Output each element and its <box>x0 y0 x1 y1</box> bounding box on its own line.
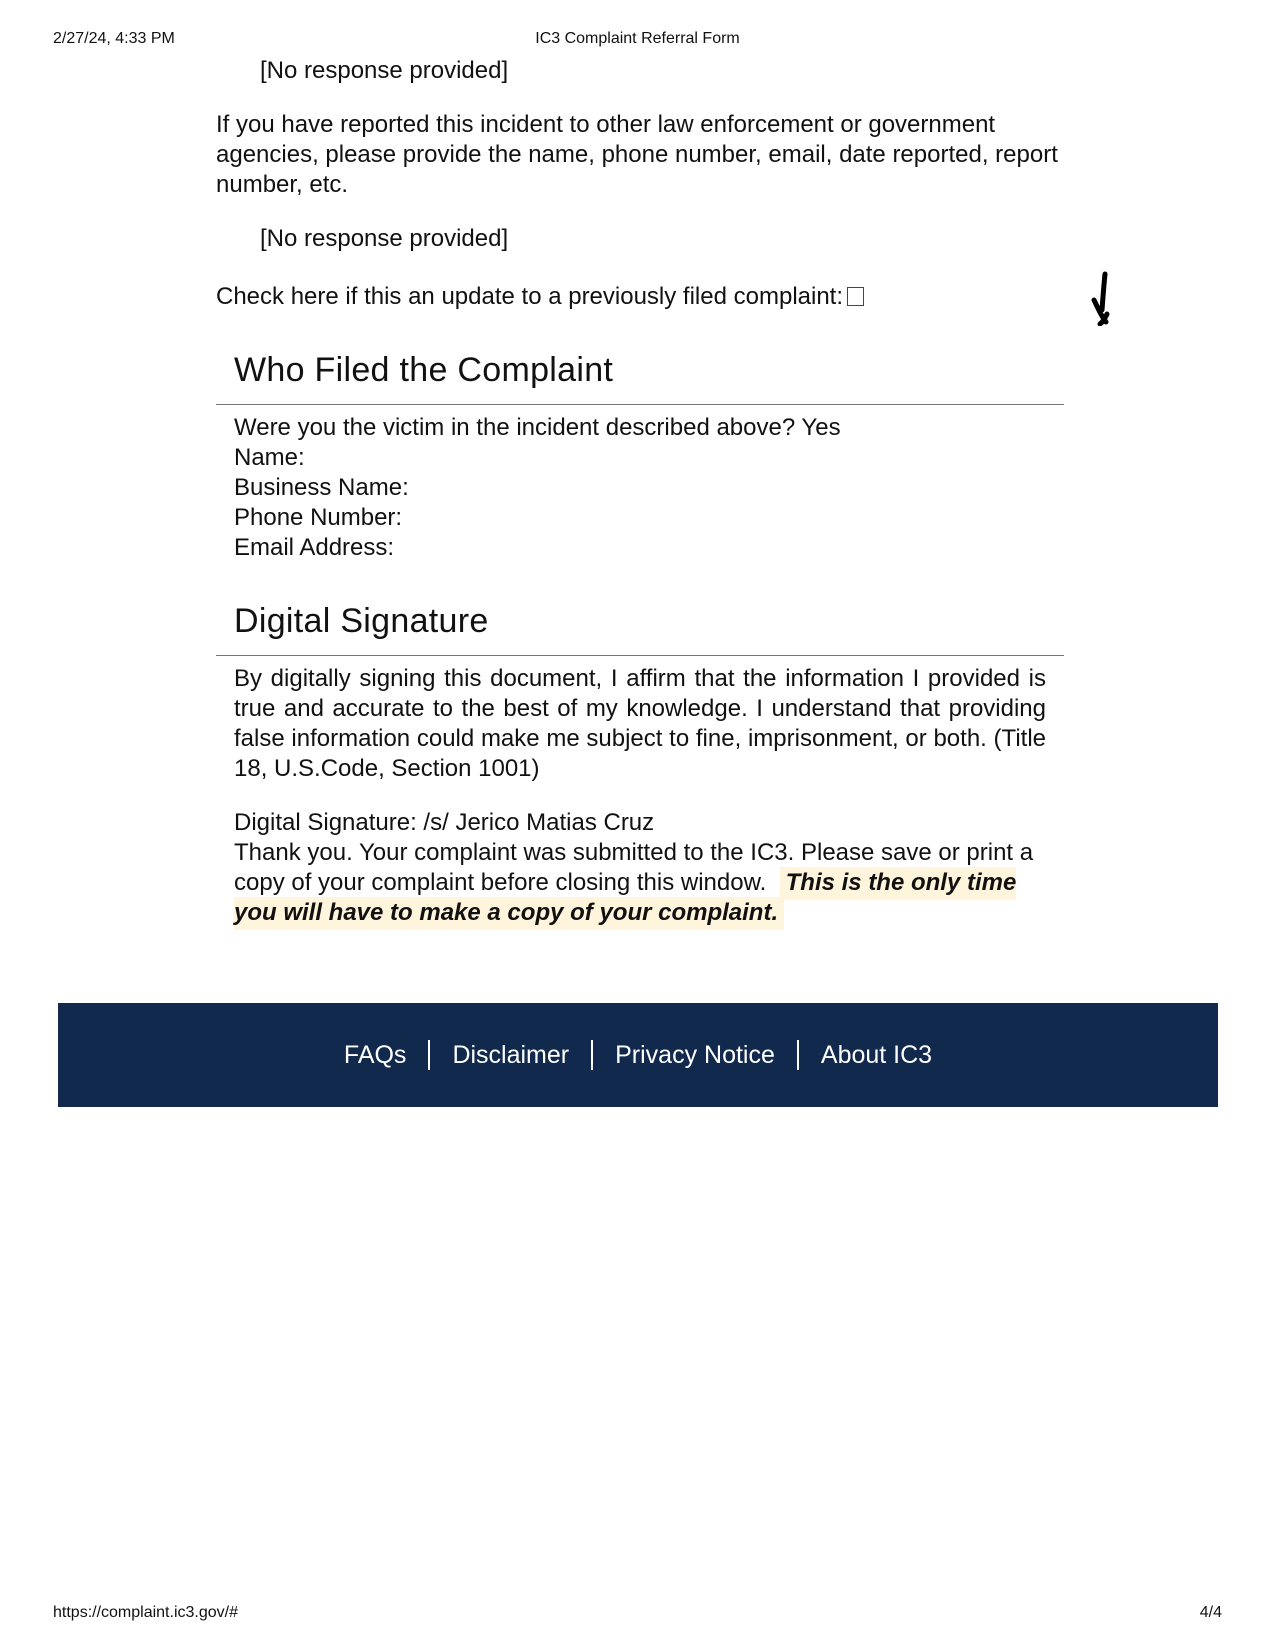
print-date: 2/27/24, 4:33 PM <box>53 30 175 47</box>
section-divider <box>216 404 1064 405</box>
print-title: IC3 Complaint Referral Form <box>535 30 740 47</box>
other-agencies-question: If you have reported this incident to other law enforcement or government agencies, please provide the name, phone number, email, date reported, report number, etc. <box>216 111 1058 198</box>
page-number: 4/4 <box>1199 1604 1222 1621</box>
victim-answer: Were you the victim in the incident described above? Yes <box>234 414 841 441</box>
print-header <box>53 30 1222 50</box>
site-footer <box>58 1003 1218 1107</box>
phone-number-field: Phone Number: <box>234 504 403 531</box>
update-label: Check here if this an update to a previously filed complaint: <box>216 283 844 310</box>
email-address-field: Email Address: <box>234 534 395 561</box>
affirmation-text: By digitally signing this document, I affirm that the information I provided is true and accurate to the best of my knowledge. I understand that providing false information could make me subject to fine, imprisonment, or both. (Title 18, U.S.Code, Section 1001) <box>234 665 1046 782</box>
submission-notice <box>234 838 1046 928</box>
handwritten-check-icon <box>1084 270 1124 326</box>
who-filed-title: Who Filed the Complaint <box>234 351 614 389</box>
name-field: Name: <box>234 444 305 471</box>
about-ic3-link[interactable]: About IC3 <box>820 1040 933 1069</box>
signature-line: Digital Signature: /s/ Jerico Matias Cruz <box>234 809 655 836</box>
prior-answer-2: [No response provided] <box>260 225 509 252</box>
digital-signature-title: Digital Signature <box>234 602 489 640</box>
thank-you-text: Thank you. Your complaint was submitted to the IC3. Please save or print a copy of your complaint before closing this window. <box>234 839 1034 896</box>
privacy-notice-link[interactable]: Privacy Notice <box>615 1040 775 1069</box>
update-row <box>216 282 1064 312</box>
disclaimer-link[interactable]: Disclaimer <box>452 1040 570 1069</box>
print-url: https://complaint.ic3.gov/# <box>53 1604 238 1621</box>
who-filed-section <box>216 350 1064 563</box>
business-name-field: Business Name: <box>234 474 409 501</box>
update-checkbox[interactable] <box>847 287 864 306</box>
copy-warning: This is the only time you will have to make a copy of your complaint. <box>234 867 1016 930</box>
section-divider <box>216 655 1064 656</box>
form-content <box>216 56 1064 928</box>
faqs-link[interactable]: FAQs <box>343 1040 407 1069</box>
print-footer <box>53 1604 1222 1624</box>
digital-signature-section <box>216 601 1064 928</box>
prior-answer-1: [No response provided] <box>260 57 509 84</box>
